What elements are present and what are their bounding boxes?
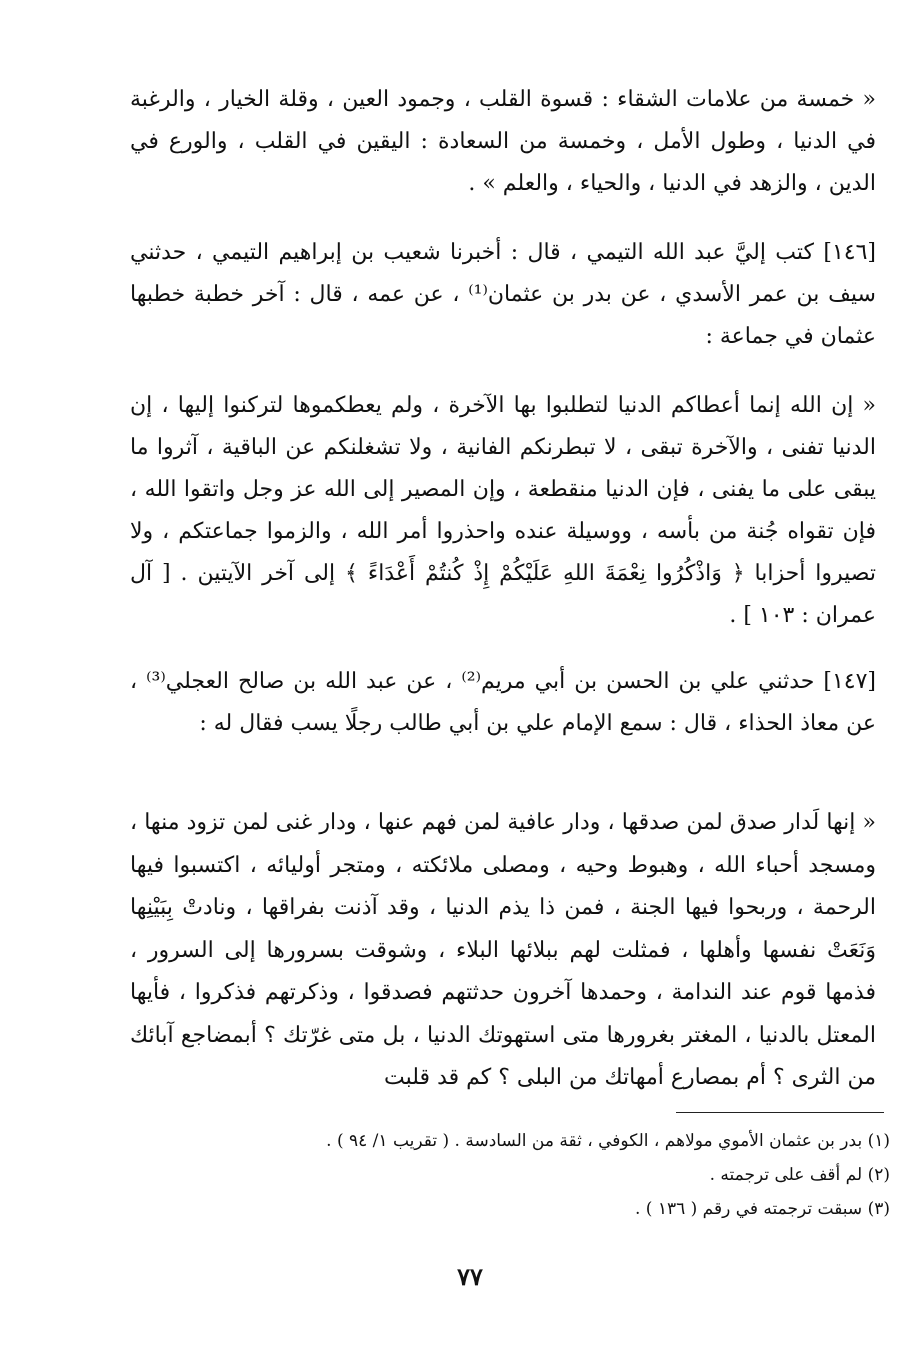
paragraph-report-147: [١٤٧] حدثني علي بن الحسن بن أبي مريم⁽²⁾ ، عن عبد الله بن صالح العجلي⁽³⁾ ، عن معاذ الحذاء ، قال : سمع الإمام علي بن أبي طالب رجلًا يسب فقال له : (130, 669, 876, 736)
paragraph-ali-speech: « إنها لَدار صدق لمن صدقها ، ودار عافية لمن فهم عنها ، ودار غنى لمن تزود منها ، ومسجد أحباء الله ، وهبوط وحيه ، ومصلى ملائكته ، ومتجر أوليائه ، اكتسبوا فيها الرحمة ، وربحوا فيها الجنة ، فمن ذا يذم الدنيا ، وقد آذنت بفراقها ، ونادتْ بِبَيْنِها وَنَعَتْ نفسها وأهلها ، فمثلت لهم ببلائها البلاء ، وشوقت بسرورها إلى السرور ، فذمها قوم عند الندامة ، وحمدها آخرون حدثتهم فصدقوا ، وذكرتهم فذكروا ، فأيها المعتل بالدنيا ، المغتر بغرورها متى استهوتك الدنيا ، بل متى غرّتك ؟ أبمضاجع آبائك من الثرى ؟ أم بمصارع أمهاتك من البلى ؟ كم قد قلبت (130, 810, 876, 1090)
footnote-divider (676, 1112, 884, 1113)
footnotes (130, 1124, 890, 1226)
paragraph-report-146: [١٤٦] كتب إليَّ عبد الله التيمي ، قال : أخبرنا شعيب بن إبراهيم التيمي ، حدثني سيف بن عمر الأسدي ، عن بدر بن عثمان⁽¹⁾ ، عن عمه ، قال : آخر خطبة خطبها عثمان في جماعة : (130, 240, 876, 349)
page-number: ٧٧ (457, 1262, 483, 1291)
footnote-2: (٢) لم أقف على ترجمته . (709, 1165, 890, 1185)
footnote-3: (٣) سبقت ترجمته في رقم ( ١٣٦ ) . (634, 1199, 890, 1219)
paragraph-uthman-sermon: « إن الله إنما أعطاكم الدنيا لتطلبوا بها الآخرة ، ولم يعطكموها لتركنوا إليها ، إن الدنيا تفنى ، والآخرة تبقى ، لا تبطرنكم الفانية ، ولا تشغلنكم عن الباقية ، آثروا ما يبقى على ما يفنى ، فإن الدنيا منقطعة ، وإن المصير إلى الله عز وجل واتقوا الله ، فإن تقواه جُنة من بأسه ، ووسيلة عنده واحذروا أمر الله ، والزموا جماعتكم ، ولا تصيروا أحزابا ﴿ وَاذْكُرُوا نِعْمَةَ اللهِ عَلَيْكُمْ إِذْ كُنتُمْ أَعْدَاءً ﴾ إلى آخر الآيتين . [ آل عمران : ١٠٣ ] . (130, 393, 876, 628)
paragraph-signs-of-misery: « خمسة من علامات الشقاء : قسوة القلب ، وجمود العين ، وقلة الخيار ، والرغبة في الدنيا ، وطول الأمل ، وخمسة من السعادة : اليقين في القلب ، والورع في الدين ، والزهد في الدنيا ، والحياء ، والعلم » . (130, 87, 876, 196)
footnote-1: (١) بدر بن عثمان الأموي مولاهم ، الكوفي ، ثقة من السادسة . ( تقريب ١/ ٩٤ ) . (326, 1131, 890, 1151)
